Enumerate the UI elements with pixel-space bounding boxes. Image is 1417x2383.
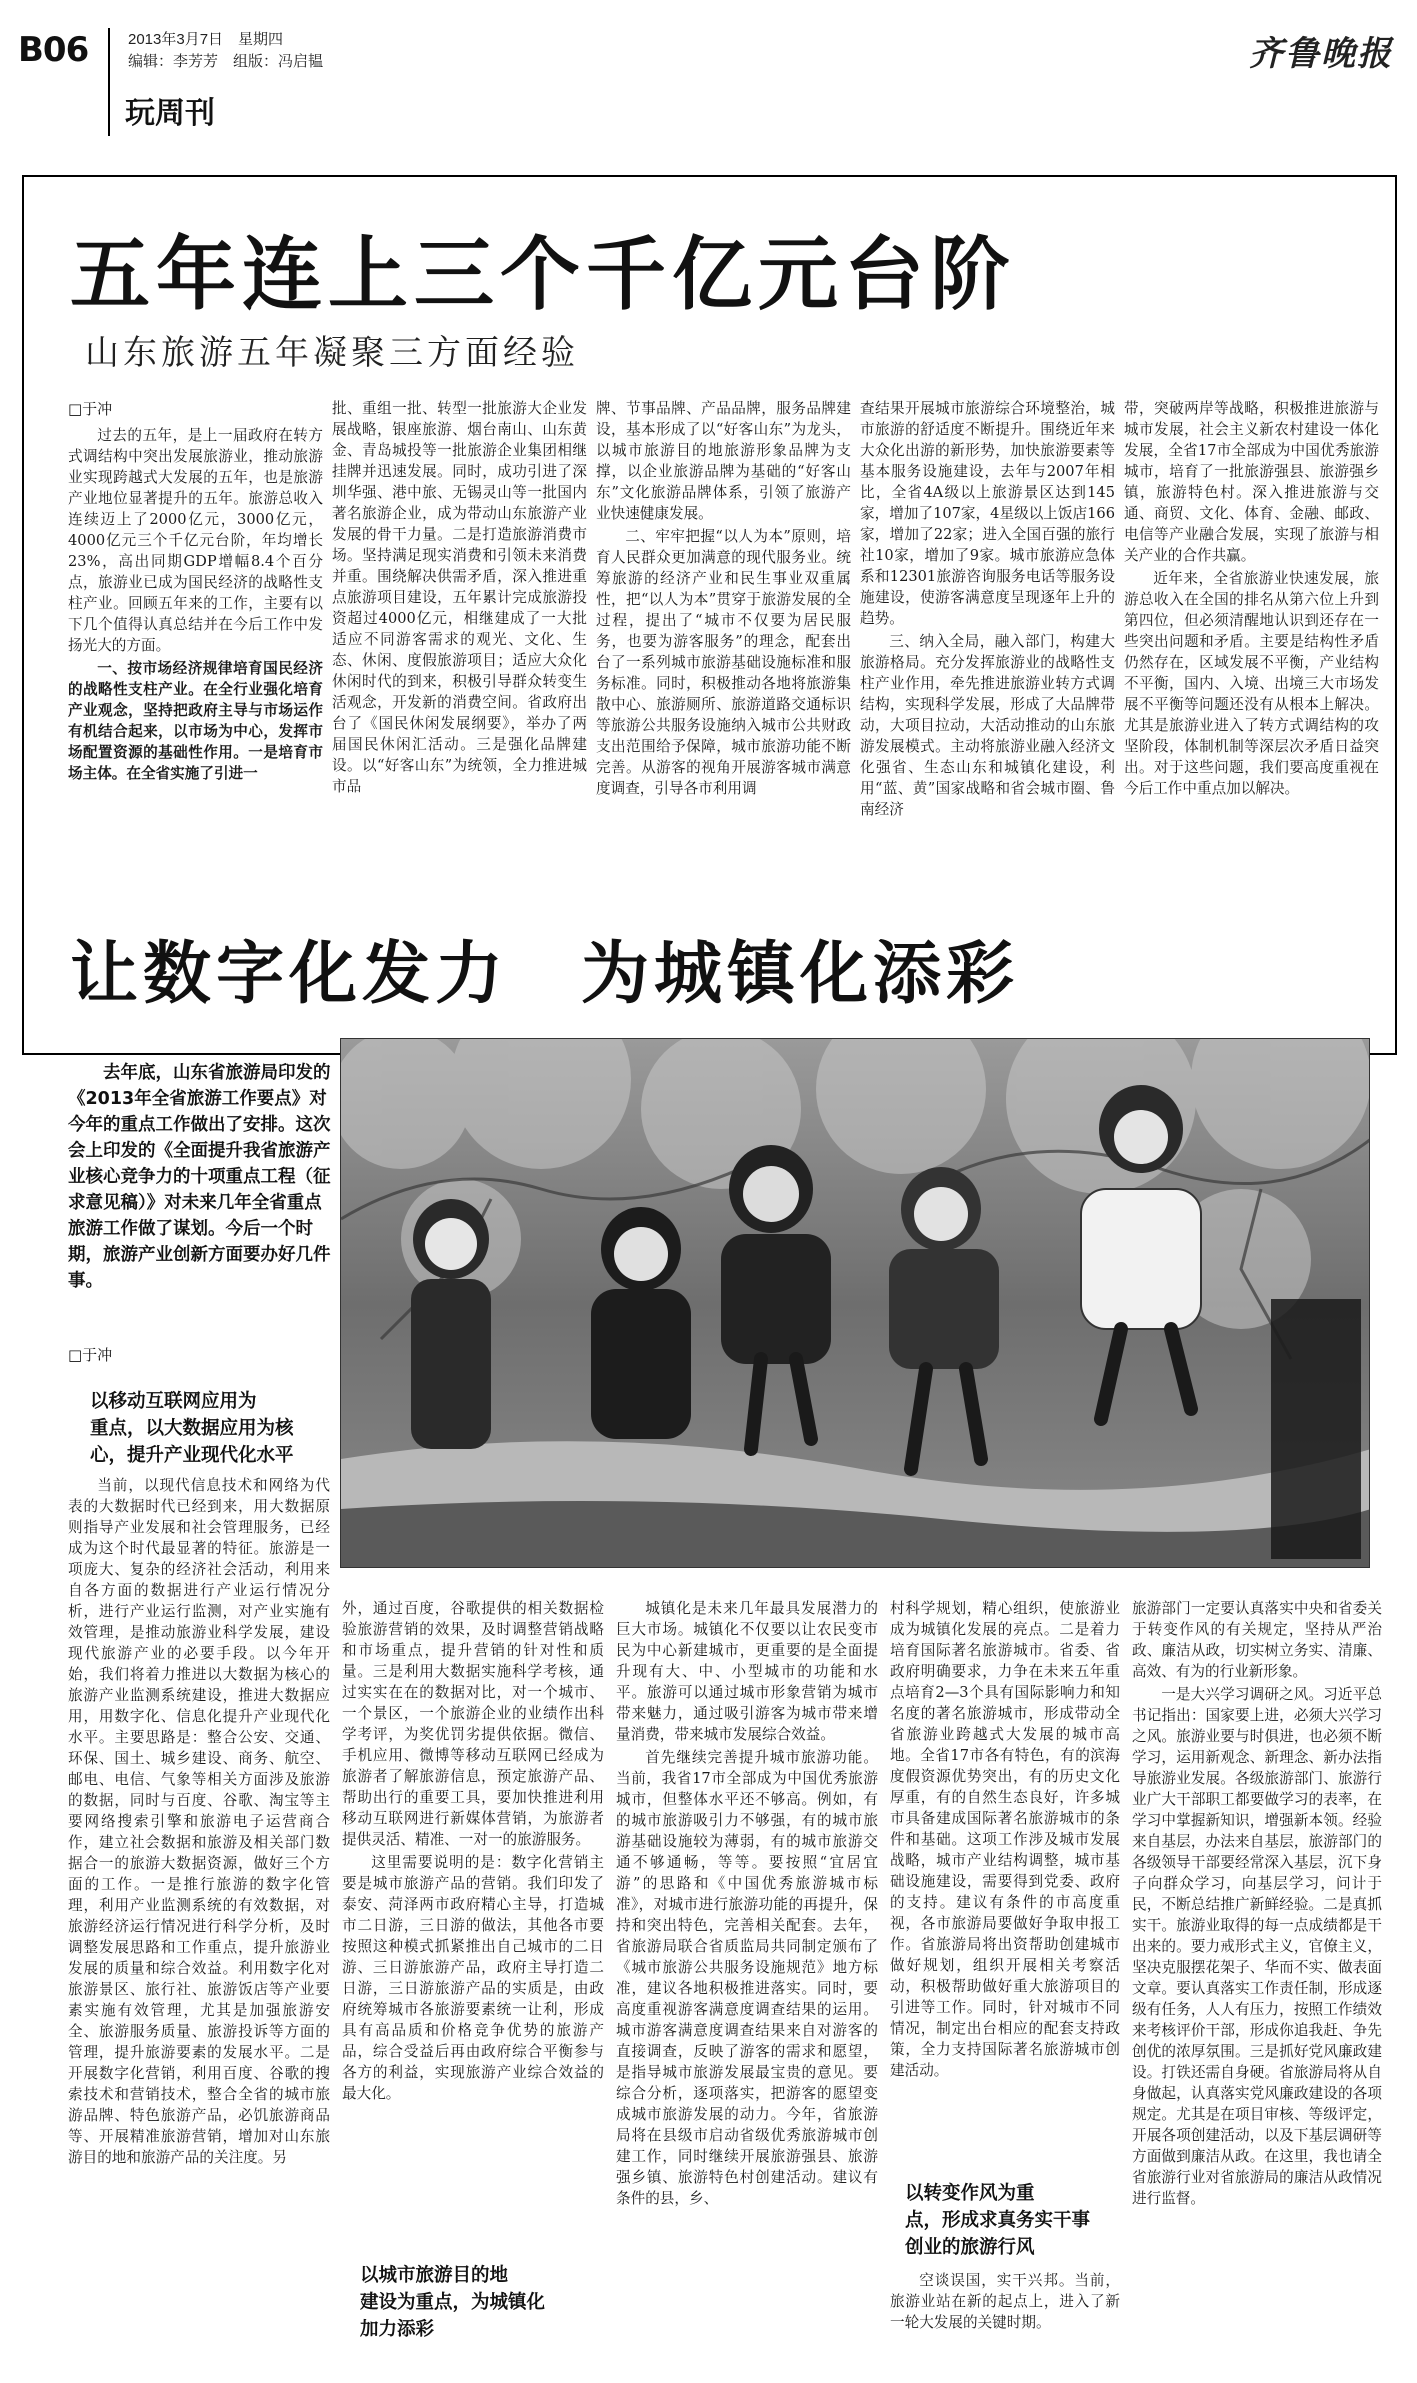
section-name: 玩周刊 [125, 96, 215, 131]
paragraph: 带，突破两岸等战略，积极推进旅游与城市发展，社会主义新农村建设一体化发展，全省17市全部成为中国优秀旅游城市，培育了一批旅游强县、旅游强乡镇，旅游特色村。深入推进旅游与交通、商贸、文化、体育、金融、邮政、电信等产业融合发展，实现了旅游与相关产业的合作共赢。 [1124, 400, 1379, 564]
subhead-line: 点，形成求真务实干事 [905, 2210, 1091, 2231]
paragraph: 牌、节事品牌、产品品牌，服务品牌建设，基本形成了以“好客山东”为龙头，以城市旅游目的地旅游形象品牌为支撑，以企业旅游品牌为基础的“好客山东”文化旅游品牌体系，引领了旅游产业快速健康发展。 [596, 400, 851, 522]
paragraph: 三、纳入全局，融入部门，构建大旅游格局。充分发挥旅游业的战略性支柱产业作用，牵先推进旅游业转方式调结构，实现科学发展，形成了大品牌带动，大项目拉动，大活动推动的山东旅游发展模式。主动将旅游业融入经济文化强省、生态山东和城镇化建设，利用“蓝、黄”国家战略和省会城市圈、鲁南经济 [860, 633, 1115, 818]
article2-column-4b [890, 2270, 1120, 2360]
editor-credits: 编辑：李芳芳 组版：冯启韫 [128, 53, 324, 70]
article2-column-4 [890, 1598, 1120, 2118]
paragraph: 城镇化是未来几年最具发展潜力的巨大市场。城镇化不仅要以让农民变市民为中心新建城市，更重要的是全面提升现有大、中、小型城市的功能和水平。旅游可以通过城市形象营销为城市带来魅力，通过吸引游客为城市带来增量消费，带来城市发展综合效益。 [616, 1600, 878, 1743]
subhead-style [905, 2180, 1120, 2261]
paragraph: 一是大兴学习调研之风。习近平总书记指出：国家要上进，必须大兴学习之风。旅游业要与时俱进，也必须不断学习，运用新观念、新理念、新办法指导旅游业发展。各级旅游部门、旅游行业广大干部职工都要做学习的表率，在学习中掌握新知识，增强新本领。经验来自基层，办法来自基层，旅游部门的各级领导干部要经常深入基层，沉下身子向群众学习，向基层学习，问计于民，不断总结推广新鲜经验。二是真抓实干。旅游业取得的每一点成绩都是干出来的。要力戒形式主义，官僚主义，坚决克服摆花架子、华而不实、做表面文章。要认真落实工作责任制，形成逐级有任务，人人有压力，按照工作绩效来考核评价干部，形成你追我赶、争先创优的浓厚氛围。三是抓好党风廉政建设。打铁还需自身硬。省旅游局将从自身做起，认真落实党风廉政建设的各项规定。尤其是在项目审核、等级评定，开展各项创建活动，以及下基层调研等方面做到廉洁从政。在这里，我也请全省旅游行业对省旅游局的廉洁从政情况进行监督。 [1132, 1686, 1382, 2207]
paragraph: 一、按市场经济规律培育国民经济的战略性支柱产业。在全行业强化培育产业观念，坚持把政府主导与市场运作有机结合起来，以市场为中心，发挥市场配置资源的基础性作用。一是培育市场主体。在全省实施了引进一 [68, 660, 323, 782]
paragraph: 批、重组一批、转型一批旅游大企业发展战略，银座旅游、烟台南山、山东黄金、青岛城投等一批旅游企业集团相继挂牌并迅速发展。同时，成功引进了深圳华强、港中旅、无锡灵山等一批国内著名旅游企业，成为带动山东旅游产业发展的骨干力量。二是打造旅游消费市场。坚持满足现实消费和引领未来消费并重。围绕解决供需矛盾，深入推进重点旅游项目建设，五年累计完成旅游投资超过4000亿元，相继建成了一大批适应不同游客需求的观光、文化、生态、休闲、度假旅游项目；适应大众化休闲时代的到来，积极引导群众转变生活观念，开发新的消费空间。省政府出台了《国民休闲发展纲要》，举办了两届国民休闲汇活动。三是强化品牌建设。以“好客山东”为统领，全力推进城市品 [332, 400, 587, 795]
subhead-line: 以转变作风为重 [905, 2183, 1035, 2204]
paragraph: 旅游部门一定要认真落实中央和省委关于转变作风的有关规定，坚持从严治政、廉洁从政，切实树立务实、清廉、高效、有为的行业新形象。 [1132, 1600, 1382, 1680]
lead-text: 去年底，山东省旅游局印发的《2013年全省旅游工作要点》对今年的重点工作做出了安排。这次会上印发的《全面提升我省旅游产业核心竞争力的十项重点工程（征求意见稿）》对未来几年全省重点旅游工作做了谋划。今后一个时期，旅游产业创新方面要办好几件事。 [68, 1063, 331, 1291]
paragraph: 二、牢牢把握“以人为本”原则，培育人民群众更加满意的现代服务业。统筹旅游的经济产业和民生事业双重属性，把“以人为本”贯穿于旅游发展的全过程，提出了“城市不仅要为居民服务，也要为游客服务”的理念，配套出台了一系列城市旅游基础设施标准和服务标准。同时，积极推动各地将旅游集散中心、旅游厕所、旅游道路交通标识等旅游公共服务设施纳入城市公共财政支出范围给予保障，城市旅游功能不断完善。从游客的视角开展游客城市满意度调查，引导各市利用调 [596, 528, 851, 797]
article2-lead [68, 1060, 338, 1294]
subhead-digital [90, 1388, 330, 1469]
paragraph: 查结果开展城市旅游综合环境整治，城市旅游的舒适度不断提升。围绕近年来大众化出游的新形势，加快旅游要素等基本服务设施建设，去年与2007年相比，全省4A级以上旅游景区达到145家，增加了107家，4星级以上饭店166家，增加了22家；进入全国百强的旅行社10家，增加了9家。城市旅游应急体系和12301旅游咨询服务电话等服务设施建设，使游客满意度呈现逐年上升的趋势。 [860, 400, 1115, 627]
article2-column-2 [342, 1598, 604, 2238]
paragraph: 空谈误国，实干兴邦。当前，旅游业站在新的起点上，进入了新一轮大发展的关键时期。 [890, 2272, 1120, 2331]
subhead-line: 重点，以大数据应用为核 [90, 1418, 294, 1439]
photo-graphic [341, 1039, 1370, 1568]
article1-column-4 [860, 398, 1115, 845]
subhead-line: 以城市旅游目的地 [360, 2265, 509, 2286]
issue-date: 2013年3月7日 星期四 [128, 31, 284, 48]
article1-column-5 [1124, 398, 1379, 845]
paragraph: 外，通过百度，谷歌提供的相关数据检验旅游营销的效果，及时调整营销战略和市场重点，提升营销的针对性和质量。三是利用大数据实施科学考核，通过实实在在的数据对比，对一个城市、一个景区，一个旅游企业的业绩作出科学考评，为奖优罚劣提供依据。微信、手机应用、微博等移动互联网已经成为旅游者了解旅游信息，预定旅游产品、帮助出行的重要工具，要加快推进利用移动互联网进行新媒体营销，为旅游者提供灵活、精准、一对一的旅游服务。 [342, 1600, 604, 1848]
subhead-line: 以移动互联网应用为 [90, 1391, 257, 1412]
article2-title: 让数字化发力 为城镇化添彩 [70, 935, 1020, 1014]
subhead-line: 加力添彩 [360, 2319, 435, 2340]
article2-column-1 [68, 1475, 330, 2355]
newspaper-logo: 齐鲁晚报 [1249, 34, 1393, 74]
article1-byline: □于冲 [68, 400, 113, 418]
article2-column-5 [1132, 1598, 1382, 2358]
article1-column-3 [596, 398, 851, 845]
photo-jumping-girls [340, 1038, 1370, 1568]
paragraph: 首先继续完善提升城市旅游功能。当前，我省17市全部成为中国优秀旅游城市，但整体水平还不够高。例如，有的城市旅游吸引力不够强，有的城市旅游基础设施较为薄弱，有的城市旅游交通不够通畅，等等。要按照“宜居宜游”的思路和《中国优秀旅游城市标准》，对城市进行旅游功能的再提升，保持和突出特色，完善相关配套。去年，省旅游局联合省质监局共同制定颁布了《城市旅游公共服务设施规范》地方标准，建议各地积极推进落实。同时，要高度重视游客满意度调查结果的运用。城市游客满意度调查结果来自对游客的直接调查，反映了游客的需求和愿望，是指导城市旅游发展最宝贵的意见。要综合分析，逐项落实，把游客的愿望变成城市旅游发展的动力。今年，省旅游局将在县级市启动省级优秀旅游城市创建工作，同时继续开展旅游强县、旅游强乡镇、旅游特色村创建活动。建议有条件的县，乡、 [616, 1749, 878, 2207]
page-number: B06 [18, 30, 89, 70]
subhead-line: 建设为重点，为城镇化 [360, 2292, 546, 2313]
paragraph: 村科学规划，精心组织，使旅游业成为城镇化发展的亮点。二是着力培育国际著名旅游城市。省委、省政府明确要求，力争在未来五年重点培育2—3个具有国际影响力和知名度的著名旅游城市，形成带动全省旅游业跨越式大发展的城市高地。全省17市各有特色，有的滨海度假资源优势突出，有的历史文化厚重，有的自然生态良好，许多城市具备建成国际著名旅游城市的条件和基础。这项工作涉及城市发展战略，城市产业结构调整，城市基础设施建设，需要得到党委、政府的支持。建议有条件的市高度重视，各市旅游局要做好争取申报工作。省旅游局将出资帮助创建城市做好规划，组织开展相关考察活动，积极帮助做好重大旅游项目的引进等工作。同时，针对城市不同情况，制定出台相应的配套支持政策，全力支持国际著名旅游城市创建活动。 [890, 1600, 1120, 2079]
article2-byline: □于冲 [68, 1346, 113, 1364]
article1-column-2 [332, 398, 587, 845]
paragraph: 近年来，全省旅游业快速发展，旅游总收入在全国的排名从第六位上升到第四位，但必须清醒地认识到还存在一些突出问题和矛盾。主要是结构性矛盾仍然存在，区域发展不平衡，产业结构不平衡，国内、入境、出境三大市场发展不平衡等问题还没有从根本上解决。尤其是旅游业进入了转方式调结构的攻坚阶段，体制机制等深层次矛盾日益突出。对于这些问题，我们要高度重视在今后工作中重点加以解决。 [1124, 570, 1379, 797]
paragraph: 这里需要说明的是：数字化营销主要是城市旅游产品的营销。我们印发了泰安、菏泽两市政府精心主导，打造城市二日游，三日游的做法，其他各市要按照这种模式抓紧推出自己城市的二日游、三日游旅游产品，政府主导打造二日游，三日游旅游产品的实质是，由政府统筹城市各旅游要素统一让利，形成具有高品质和价格竞争优势的旅游产品，综合受益后再由政府综合平衡参与各方的利益，实现旅游产业综合效益的最大化。 [342, 1854, 604, 2102]
header-divider [108, 28, 110, 136]
article2-column-3 [616, 1598, 878, 2358]
subhead-line: 创业的旅游行风 [905, 2237, 1035, 2258]
article1-title: 五年连上三个千亿元台阶 [70, 228, 1016, 321]
article1-column-1 [68, 425, 323, 845]
paragraph: 当前，以现代信息技术和网络为代表的大数据时代已经到来，用大数据原则指导产业发展和社会管理服务，已经成为这个时代最显著的特征。旅游是一项庞大、复杂的经济社会活动，利用来自各方面的数据进行产业运行情况分析，进行产业运行监测，对产业实施有效管理，是推动旅游业科学发展，建设现代旅游产业的必要手段。以今年开始，我们将着力推进以大数据为核心的旅游产业监测系统建设，推进大数据应用，用数字化、信息化提升产业现代化水平。主要思路是：整合公安、交通、环保、国土、城乡建设、商务、航空、邮电、电信、气象等相关方面涉及旅游的数据，同时与百度、谷歌、淘宝等主要网络搜索引擎和旅游电子运营商合作，建立社会数据和旅游及相关部门数据合一的旅游大数据资源，做好三个方面的工作。一是推行旅游的数字化管理，利用产业监测系统的有效数据，对旅游经济运行情况进行科学分析，及时调整发展思路和工作重点，提升旅游业发展的质量和综合效益。利用数字化对旅游景区、旅行社、旅游饭店等产业要素实施有效管理，尤其是加强旅游安全、旅游服务质量、旅游投诉等方面的管理，提升旅游要素的发展水平。二是开展数字化营销，利用百度、谷歌的搜索技术和营销技术，整合全省的城市旅游品牌、特色旅游产品，必饥旅游商品等、开展精准旅游营销，增加对山东旅游目的地和旅游产品的关注度。另 [68, 1477, 330, 2166]
subhead-line: 心，提升产业现代化水平 [90, 1445, 294, 1466]
article1-subtitle: 山东旅游五年凝聚三方面经验 [85, 333, 579, 373]
subhead-city [360, 2262, 600, 2343]
paragraph: 过去的五年，是上一届政府在转方式调结构中突出发展旅游业，推动旅游业实现跨越式大发展的五年，也是旅游产业地位显著提升的五年。旅游总收入连续迈上了2000亿元，3000亿元，4000亿元三个千亿元台阶，年均增长23%，高出同期GDP增幅8.4个百分点，旅游业已成为国民经济的战略性支柱产业。回顾五年来的工作，主要有以下几个值得认真总结并在今后工作中发扬光大的方面。 [68, 427, 323, 654]
